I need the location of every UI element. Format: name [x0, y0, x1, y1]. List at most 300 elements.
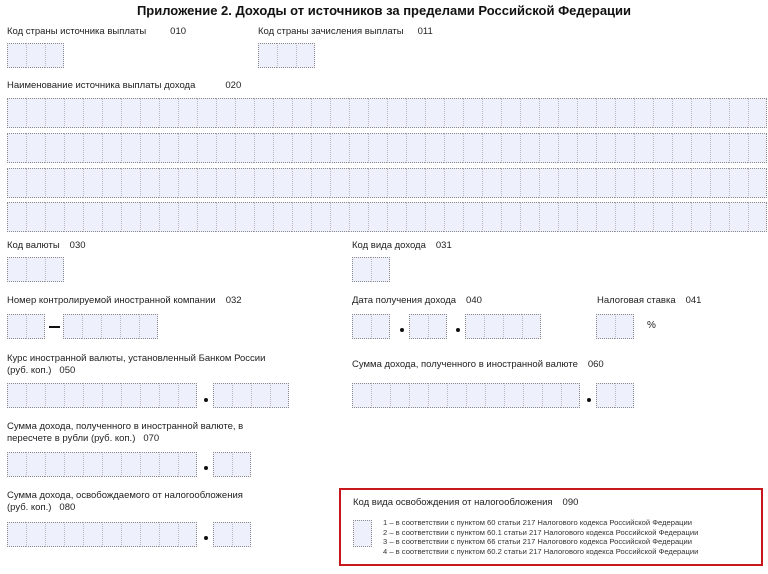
label-text: Налоговая ставка	[597, 295, 676, 306]
char-cell[interactable]	[330, 133, 349, 163]
char-cell[interactable]	[444, 133, 463, 163]
char-cell[interactable]	[653, 133, 672, 163]
char-cell[interactable]	[501, 168, 520, 198]
char-cell[interactable]	[273, 202, 292, 232]
char-cell[interactable]	[444, 168, 463, 198]
label-text: Код валюты	[7, 240, 60, 251]
char-cell[interactable]	[523, 383, 542, 408]
char-cell[interactable]	[748, 202, 767, 232]
char-cell[interactable]	[311, 202, 330, 232]
char-cell[interactable]	[425, 133, 444, 163]
char-cell[interactable]	[406, 133, 425, 163]
label-text: Номер контролируемой иностранной компании	[7, 295, 216, 306]
char-cell[interactable]	[270, 383, 289, 408]
char-cell[interactable]	[254, 98, 273, 128]
char-cell[interactable]	[330, 98, 349, 128]
char-cell[interactable]	[503, 314, 522, 339]
char-cell[interactable]	[710, 133, 729, 163]
char-cell[interactable]	[140, 133, 159, 163]
char-cell[interactable]	[672, 202, 691, 232]
char-cell[interactable]	[121, 522, 140, 547]
label-060	[352, 359, 604, 371]
char-cell[interactable]	[352, 383, 371, 408]
char-cell[interactable]	[235, 98, 254, 128]
char-cell[interactable]	[729, 98, 748, 128]
char-cell[interactable]	[292, 98, 311, 128]
char-cell[interactable]	[482, 133, 501, 163]
char-cell[interactable]	[26, 98, 45, 128]
char-cell[interactable]	[482, 202, 501, 232]
char-cell[interactable]	[387, 98, 406, 128]
char-cell[interactable]	[710, 202, 729, 232]
income-date-month-input[interactable]	[409, 314, 447, 339]
label-text: Курс иностранной валюты, установленный Банком России	[7, 353, 266, 364]
char-cell[interactable]	[26, 133, 45, 163]
char-cell[interactable]	[26, 383, 45, 408]
country-credit-code-input[interactable]	[258, 43, 315, 68]
char-cell[interactable]	[466, 383, 485, 408]
char-cell[interactable]	[504, 383, 523, 408]
char-cell[interactable]	[539, 168, 558, 198]
char-cell[interactable]	[102, 202, 121, 232]
field-code: 031	[435, 240, 452, 251]
char-cell[interactable]	[254, 168, 273, 198]
char-cell[interactable]	[520, 98, 539, 128]
dot-separator	[456, 328, 460, 332]
char-cell[interactable]	[26, 202, 45, 232]
percent-sign: %	[647, 320, 656, 331]
char-cell[interactable]	[447, 383, 466, 408]
char-cell[interactable]	[7, 98, 26, 128]
char-cell[interactable]	[352, 257, 371, 282]
char-cell[interactable]	[235, 133, 254, 163]
char-cell[interactable]	[463, 133, 482, 163]
char-cell[interactable]	[577, 202, 596, 232]
char-cell[interactable]	[615, 98, 634, 128]
char-cell[interactable]	[64, 383, 83, 408]
char-cell[interactable]	[45, 133, 64, 163]
char-cell[interactable]	[292, 133, 311, 163]
char-cell[interactable]	[45, 383, 64, 408]
dash-separator	[49, 326, 60, 328]
char-cell[interactable]	[121, 452, 140, 477]
char-cell[interactable]	[216, 133, 235, 163]
income-rub-amount-input[interactable]	[7, 452, 197, 477]
char-cell[interactable]	[368, 98, 387, 128]
char-cell[interactable]	[653, 168, 672, 198]
char-cell[interactable]	[465, 314, 484, 339]
char-cell[interactable]	[121, 98, 140, 128]
income-date-day-input[interactable]	[352, 314, 390, 339]
char-cell[interactable]	[387, 168, 406, 198]
char-cell[interactable]	[615, 383, 634, 408]
char-cell[interactable]	[522, 314, 541, 339]
char-cell[interactable]	[444, 98, 463, 128]
char-cell[interactable]	[102, 522, 121, 547]
char-cell[interactable]	[501, 98, 520, 128]
char-cell[interactable]	[178, 133, 197, 163]
char-cell[interactable]	[232, 452, 251, 477]
char-cell[interactable]	[653, 202, 672, 232]
char-cell[interactable]	[64, 98, 83, 128]
char-cell[interactable]	[232, 522, 251, 547]
char-cell[interactable]	[64, 202, 83, 232]
char-cell[interactable]	[368, 133, 387, 163]
char-cell[interactable]	[561, 383, 580, 408]
char-cell[interactable]	[710, 168, 729, 198]
exemption-option: 4 – в соответствии с пунктом 60.2 статьи 217 Налогового кодекса Российской Федерации	[383, 546, 699, 556]
char-cell[interactable]	[45, 522, 64, 547]
char-cell[interactable]	[387, 202, 406, 232]
char-cell[interactable]	[83, 452, 102, 477]
char-cell[interactable]	[213, 452, 232, 477]
label-041	[597, 295, 701, 307]
char-cell[interactable]	[102, 133, 121, 163]
char-cell[interactable]	[296, 43, 315, 68]
char-cell[interactable]	[83, 202, 102, 232]
char-cell[interactable]	[368, 168, 387, 198]
char-cell[interactable]	[485, 383, 504, 408]
char-cell[interactable]	[406, 98, 425, 128]
char-cell[interactable]	[197, 202, 216, 232]
field-code: 040	[466, 295, 482, 306]
char-cell[interactable]	[482, 98, 501, 128]
char-cell[interactable]	[64, 522, 83, 547]
char-cell[interactable]	[83, 168, 102, 198]
char-cell[interactable]	[463, 202, 482, 232]
char-cell[interactable]	[371, 257, 390, 282]
char-cell[interactable]	[178, 202, 197, 232]
char-cell[interactable]	[121, 202, 140, 232]
dot-separator	[204, 398, 208, 402]
char-cell[interactable]	[178, 383, 197, 408]
char-cell[interactable]	[45, 43, 64, 68]
char-cell[interactable]	[102, 98, 121, 128]
char-cell[interactable]	[482, 168, 501, 198]
source-name-row-input[interactable]	[7, 133, 767, 163]
char-cell[interactable]	[292, 168, 311, 198]
label-text: Сумма дохода, освобождаемого от налогообложения	[7, 490, 243, 501]
char-cell[interactable]	[273, 168, 292, 198]
char-cell[interactable]	[729, 202, 748, 232]
exempt-income-kop-input[interactable]	[213, 522, 251, 547]
char-cell[interactable]	[83, 98, 102, 128]
label-text: Код вида дохода	[352, 240, 426, 251]
cfc-number-part2-input[interactable]	[63, 314, 158, 339]
char-cell[interactable]	[349, 133, 368, 163]
char-cell[interactable]	[425, 168, 444, 198]
char-cell[interactable]	[26, 257, 45, 282]
field-code: 010	[170, 26, 187, 37]
exchange-rate-rub-input[interactable]	[7, 383, 197, 408]
char-cell[interactable]	[159, 202, 178, 232]
char-cell[interactable]	[178, 168, 197, 198]
field-code: 032	[225, 295, 242, 306]
char-cell[interactable]	[501, 133, 520, 163]
char-cell[interactable]	[277, 43, 296, 68]
char-cell[interactable]	[428, 383, 447, 408]
label-text: Код страны источника выплаты	[7, 26, 147, 37]
dot-separator	[204, 466, 208, 470]
char-cell[interactable]	[83, 383, 102, 408]
exemption-option: 1 – в соответствии с пунктом 60 статьи 217 Налогового кодекса Российской Федерации	[383, 518, 693, 527]
char-cell[interactable]	[140, 522, 159, 547]
char-cell[interactable]	[140, 452, 159, 477]
char-cell[interactable]	[330, 202, 349, 232]
income-type-code-input[interactable]	[352, 257, 390, 282]
char-cell[interactable]	[121, 383, 140, 408]
field-code: 011	[417, 26, 433, 37]
char-cell[interactable]	[406, 202, 425, 232]
char-cell[interactable]	[251, 383, 270, 408]
char-cell[interactable]	[672, 133, 691, 163]
char-cell[interactable]	[235, 202, 254, 232]
char-cell[interactable]	[7, 522, 26, 547]
char-cell[interactable]	[232, 383, 251, 408]
char-cell[interactable]	[387, 133, 406, 163]
field-code: 020	[225, 80, 242, 91]
field-code: 080	[59, 502, 76, 513]
char-cell[interactable]	[140, 202, 159, 232]
char-cell[interactable]	[596, 383, 615, 408]
char-cell[interactable]	[45, 257, 64, 282]
tax-rate-input[interactable]	[596, 314, 634, 339]
char-cell[interactable]	[102, 168, 121, 198]
char-cell[interactable]	[7, 257, 26, 282]
char-cell[interactable]	[273, 133, 292, 163]
field-code: 041	[685, 295, 702, 306]
char-cell[interactable]	[406, 168, 425, 198]
char-cell[interactable]	[729, 168, 748, 198]
label-020	[7, 80, 241, 92]
char-cell[interactable]	[64, 133, 83, 163]
char-cell[interactable]	[520, 168, 539, 198]
char-cell[interactable]	[311, 133, 330, 163]
char-cell[interactable]	[577, 133, 596, 163]
char-cell[interactable]	[349, 98, 368, 128]
char-cell[interactable]	[577, 168, 596, 198]
char-cell[interactable]	[691, 98, 710, 128]
char-cell[interactable]	[691, 202, 710, 232]
char-cell[interactable]	[425, 98, 444, 128]
char-cell[interactable]	[596, 133, 615, 163]
char-cell[interactable]	[7, 168, 26, 198]
char-cell[interactable]	[596, 98, 615, 128]
char-cell[interactable]	[213, 522, 232, 547]
char-cell[interactable]	[139, 314, 158, 339]
exemption-options-list	[383, 518, 698, 556]
char-cell[interactable]	[634, 98, 653, 128]
char-cell[interactable]	[349, 202, 368, 232]
char-cell[interactable]	[330, 168, 349, 198]
char-cell[interactable]	[178, 522, 197, 547]
char-cell[interactable]	[672, 168, 691, 198]
char-cell[interactable]	[615, 168, 634, 198]
char-cell[interactable]	[178, 98, 197, 128]
char-cell[interactable]	[425, 202, 444, 232]
char-cell[interactable]	[45, 202, 64, 232]
char-cell[interactable]	[729, 133, 748, 163]
char-cell[interactable]	[371, 383, 390, 408]
char-cell[interactable]	[634, 168, 653, 198]
currency-code-input[interactable]	[7, 257, 64, 282]
char-cell[interactable]	[353, 520, 372, 547]
char-cell[interactable]	[216, 202, 235, 232]
char-cell[interactable]	[539, 133, 558, 163]
char-cell[interactable]	[26, 452, 45, 477]
dot-separator	[587, 398, 591, 402]
char-cell[interactable]	[368, 202, 387, 232]
char-cell[interactable]	[216, 168, 235, 198]
char-cell[interactable]	[577, 98, 596, 128]
char-cell[interactable]	[748, 168, 767, 198]
char-cell[interactable]	[7, 383, 26, 408]
char-cell[interactable]	[159, 383, 178, 408]
char-cell[interactable]	[539, 98, 558, 128]
char-cell[interactable]	[26, 168, 45, 198]
char-cell[interactable]	[615, 202, 634, 232]
char-cell[interactable]	[558, 202, 577, 232]
exchange-rate-kop-input[interactable]	[213, 383, 289, 408]
char-cell[interactable]	[558, 133, 577, 163]
char-cell[interactable]	[558, 168, 577, 198]
foreign-income-amount-input[interactable]	[352, 383, 580, 408]
char-cell[interactable]	[26, 522, 45, 547]
char-cell[interactable]	[64, 452, 83, 477]
char-cell[interactable]	[101, 314, 120, 339]
char-cell[interactable]	[311, 168, 330, 198]
char-cell[interactable]	[463, 98, 482, 128]
char-cell[interactable]	[197, 98, 216, 128]
char-cell[interactable]	[159, 133, 178, 163]
label-032	[7, 295, 242, 307]
char-cell[interactable]	[45, 452, 64, 477]
source-name-row-input[interactable]	[7, 202, 767, 232]
char-cell[interactable]	[45, 98, 64, 128]
char-cell[interactable]	[254, 202, 273, 232]
char-cell[interactable]	[596, 168, 615, 198]
char-cell[interactable]	[273, 98, 292, 128]
char-cell[interactable]	[7, 202, 26, 232]
exemption-code-input[interactable]	[353, 520, 372, 547]
char-cell[interactable]	[390, 383, 409, 408]
char-cell[interactable]	[140, 383, 159, 408]
char-cell[interactable]	[558, 98, 577, 128]
char-cell[interactable]	[159, 452, 178, 477]
char-cell[interactable]	[634, 133, 653, 163]
char-cell[interactable]	[653, 98, 672, 128]
char-cell[interactable]	[159, 522, 178, 547]
char-cell[interactable]	[292, 202, 311, 232]
label-030	[7, 240, 86, 252]
char-cell[interactable]	[178, 452, 197, 477]
char-cell[interactable]	[520, 133, 539, 163]
char-cell[interactable]	[710, 98, 729, 128]
foreign-income-cents-input[interactable]	[596, 383, 634, 408]
char-cell[interactable]	[159, 98, 178, 128]
source-name-row-input[interactable]	[7, 168, 767, 198]
char-cell[interactable]	[120, 314, 139, 339]
char-cell[interactable]	[63, 314, 82, 339]
char-cell[interactable]	[520, 202, 539, 232]
char-cell[interactable]	[83, 522, 102, 547]
char-cell[interactable]	[102, 383, 121, 408]
source-name-row-input[interactable]	[7, 98, 767, 128]
field-code: 030	[69, 240, 86, 251]
char-cell[interactable]	[213, 383, 232, 408]
char-cell[interactable]	[634, 202, 653, 232]
char-cell[interactable]	[691, 168, 710, 198]
field-code: 060	[587, 359, 604, 370]
char-cell[interactable]	[140, 98, 159, 128]
char-cell[interactable]	[501, 202, 520, 232]
income-rub-kop-input[interactable]	[213, 452, 251, 477]
char-cell[interactable]	[428, 314, 447, 339]
char-cell[interactable]	[748, 133, 767, 163]
char-cell[interactable]	[159, 168, 178, 198]
exemption-option: 2 – в соответствии с пунктом 60.1 статьи 217 Налогового кодекса Российской Федерации	[383, 527, 699, 537]
char-cell[interactable]	[352, 314, 371, 339]
char-cell[interactable]	[83, 133, 102, 163]
char-cell[interactable]	[542, 383, 561, 408]
char-cell[interactable]	[672, 98, 691, 128]
char-cell[interactable]	[216, 98, 235, 128]
char-cell[interactable]	[484, 314, 503, 339]
char-cell[interactable]	[7, 43, 26, 68]
char-cell[interactable]	[254, 133, 273, 163]
char-cell[interactable]	[409, 383, 428, 408]
char-cell[interactable]	[691, 133, 710, 163]
char-cell[interactable]	[197, 133, 216, 163]
char-cell[interactable]	[64, 168, 83, 198]
char-cell[interactable]	[7, 452, 26, 477]
country-source-code-input[interactable]	[7, 43, 64, 68]
char-cell[interactable]	[596, 314, 615, 339]
char-cell[interactable]	[102, 452, 121, 477]
label-031	[352, 240, 452, 252]
income-date-year-input[interactable]	[465, 314, 541, 339]
char-cell[interactable]	[349, 168, 368, 198]
char-cell[interactable]	[371, 314, 390, 339]
char-cell[interactable]	[615, 133, 634, 163]
char-cell[interactable]	[444, 202, 463, 232]
char-cell[interactable]	[7, 314, 26, 339]
char-cell[interactable]	[748, 98, 767, 128]
cfc-number-part1-input[interactable]	[7, 314, 45, 339]
char-cell[interactable]	[7, 133, 26, 163]
char-cell[interactable]	[235, 168, 254, 198]
char-cell[interactable]	[409, 314, 428, 339]
exempt-income-rub-input[interactable]	[7, 522, 197, 547]
char-cell[interactable]	[311, 98, 330, 128]
char-cell[interactable]	[596, 202, 615, 232]
char-cell[interactable]	[140, 168, 159, 198]
char-cell[interactable]	[121, 133, 140, 163]
char-cell[interactable]	[82, 314, 101, 339]
label-text: Наименование источника выплаты дохода	[7, 80, 196, 91]
char-cell[interactable]	[258, 43, 277, 68]
char-cell[interactable]	[463, 168, 482, 198]
char-cell[interactable]	[121, 168, 140, 198]
char-cell[interactable]	[26, 43, 45, 68]
label-050	[7, 353, 265, 377]
char-cell[interactable]	[539, 202, 558, 232]
char-cell[interactable]	[615, 314, 634, 339]
label-040	[352, 295, 482, 307]
char-cell[interactable]	[197, 168, 216, 198]
char-cell[interactable]	[26, 314, 45, 339]
char-cell[interactable]	[45, 168, 64, 198]
